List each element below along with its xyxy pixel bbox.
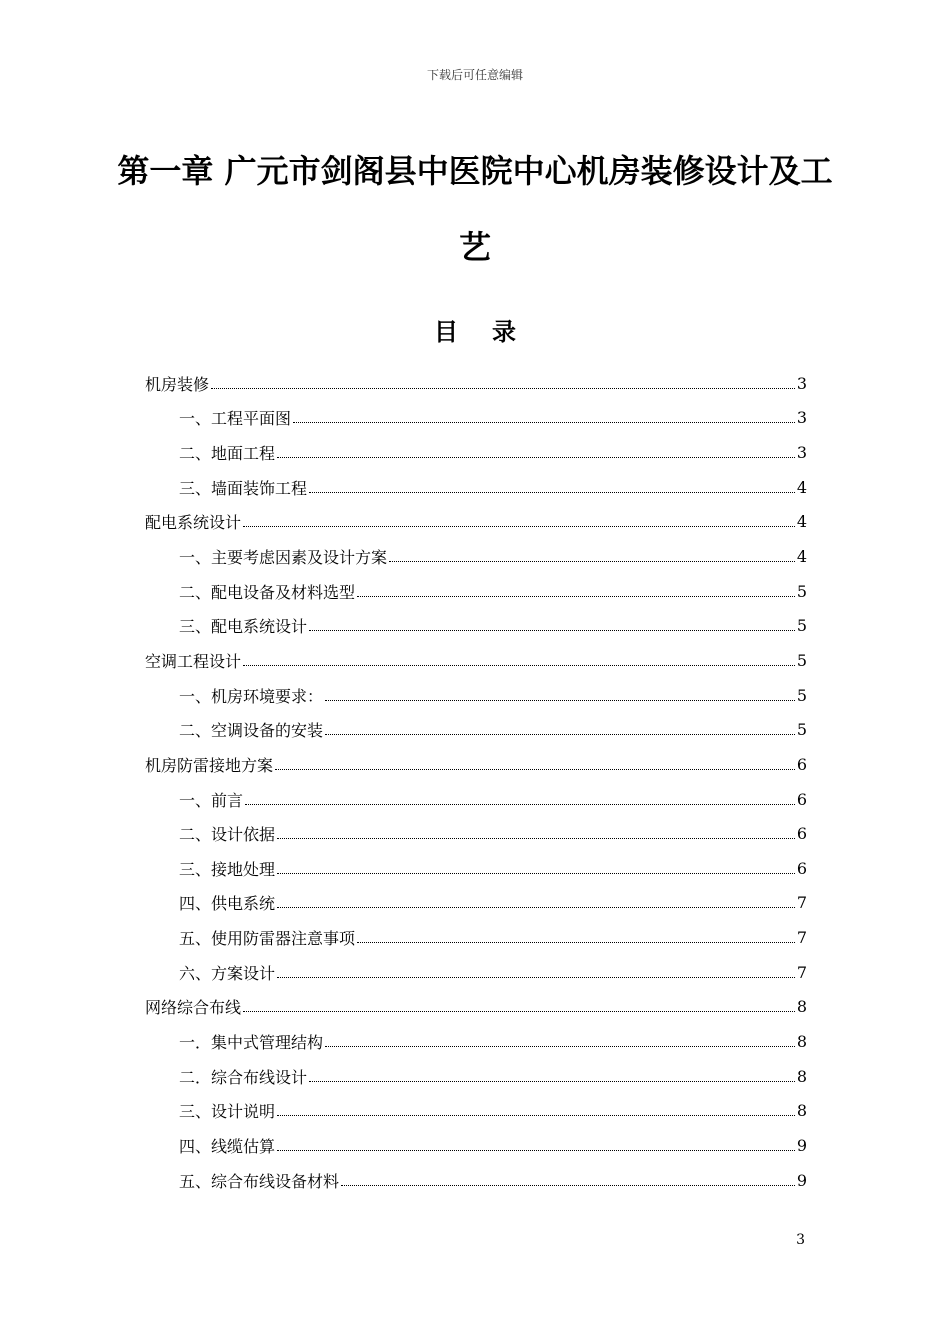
toc-entry[interactable] bbox=[145, 1059, 807, 1094]
toc-dot-leader bbox=[357, 942, 795, 943]
toc-entry-title: 网络综合布线 bbox=[145, 998, 242, 1018]
toc-entry[interactable] bbox=[145, 366, 807, 401]
toc-entry-title: 四、线缆估算 bbox=[179, 1136, 276, 1156]
toc-entry-title: 一、工程平面图 bbox=[179, 409, 292, 429]
page-number: 3 bbox=[796, 1232, 805, 1248]
toc-dot-leader bbox=[243, 665, 795, 666]
toc-entry-page: 8 bbox=[796, 1101, 807, 1121]
toc-entry-title: 四、供电系统 bbox=[179, 894, 276, 914]
toc-entry[interactable] bbox=[145, 470, 807, 505]
toc-entry[interactable] bbox=[145, 401, 807, 436]
toc-dot-leader bbox=[309, 1081, 795, 1082]
toc-entry-title: 机房防雷接地方案 bbox=[145, 755, 274, 775]
toc-dot-leader bbox=[389, 561, 795, 562]
toc-entry-title: 三、接地处理 bbox=[179, 859, 276, 879]
toc-entry[interactable] bbox=[145, 955, 807, 990]
toc-entry-page: 8 bbox=[796, 1066, 807, 1086]
toc-entry[interactable] bbox=[145, 1024, 807, 1059]
toc-entry[interactable] bbox=[145, 1128, 807, 1163]
toc-entry-page: 8 bbox=[796, 1031, 807, 1051]
toc-entry[interactable] bbox=[145, 990, 807, 1025]
toc-entry-title: 二、地面工程 bbox=[179, 444, 276, 464]
toc-entry-page: 6 bbox=[796, 789, 807, 809]
toc-dot-leader bbox=[309, 630, 795, 631]
toc-dot-leader bbox=[325, 1046, 795, 1047]
toc-entry-title: 一、前言 bbox=[179, 790, 244, 810]
toc-entry-title: 二．综合布线设计 bbox=[179, 1067, 308, 1087]
toc-entry-page: 9 bbox=[796, 1170, 807, 1190]
toc-entry[interactable] bbox=[145, 608, 807, 643]
toc-dot-leader bbox=[309, 492, 795, 493]
toc-entry-page: 6 bbox=[796, 754, 807, 774]
toc-entry-title: 一．集中式管理结构 bbox=[179, 1032, 324, 1052]
chapter-title-line-1: 第一章 广元市剑阁县中医院中心机房装修设计及工 bbox=[117, 152, 833, 190]
toc-entry-page: 7 bbox=[796, 928, 807, 948]
page-header-note: 下载后可任意编辑 bbox=[426, 68, 523, 82]
toc-dot-leader bbox=[277, 1150, 795, 1151]
toc-entry[interactable] bbox=[145, 574, 807, 609]
toc-entry[interactable] bbox=[145, 920, 807, 955]
toc-entry-title: 一、机房环境要求： bbox=[179, 686, 324, 706]
toc-entry-title: 一、主要考虑因素及设计方案 bbox=[179, 548, 388, 568]
toc-entry-title: 二、设计依据 bbox=[179, 825, 276, 845]
toc-entry[interactable] bbox=[145, 851, 807, 886]
table-of-contents bbox=[145, 366, 807, 1197]
toc-dot-leader bbox=[325, 700, 795, 701]
toc-entry-page: 5 bbox=[796, 581, 807, 601]
toc-entry-page: 9 bbox=[796, 1135, 807, 1155]
toc-dot-leader bbox=[357, 596, 795, 597]
toc-entry-page: 6 bbox=[796, 824, 807, 844]
toc-entry-page: 3 bbox=[796, 443, 807, 463]
toc-entry-title: 五、综合布线设备材料 bbox=[179, 1171, 340, 1191]
toc-dot-leader bbox=[277, 977, 795, 978]
toc-dot-leader bbox=[293, 422, 795, 423]
toc-dot-leader bbox=[277, 838, 795, 839]
toc-dot-leader bbox=[277, 457, 795, 458]
toc-entry-page: 4 bbox=[796, 512, 807, 532]
toc-dot-leader bbox=[275, 769, 795, 770]
toc-entry[interactable] bbox=[145, 1163, 807, 1198]
toc-entry-title: 六、方案设计 bbox=[179, 963, 276, 983]
toc-entry-page: 8 bbox=[796, 997, 807, 1017]
toc-dot-leader bbox=[341, 1185, 795, 1186]
toc-entry-page: 4 bbox=[796, 477, 807, 497]
toc-dot-leader bbox=[277, 873, 795, 874]
toc-entry-page: 4 bbox=[796, 547, 807, 567]
toc-entry[interactable] bbox=[145, 712, 807, 747]
toc-entry[interactable] bbox=[145, 505, 807, 540]
toc-dot-leader bbox=[277, 907, 795, 908]
toc-entry-page: 6 bbox=[796, 858, 807, 878]
toc-entry-page: 7 bbox=[796, 893, 807, 913]
toc-entry-title: 二、空调设备的安装 bbox=[179, 721, 324, 741]
toc-entry-page: 3 bbox=[796, 373, 807, 393]
toc-entry[interactable] bbox=[145, 678, 807, 713]
toc-entry-title: 三、配电系统设计 bbox=[179, 617, 308, 637]
toc-entry[interactable] bbox=[145, 747, 807, 782]
toc-entry-title: 机房装修 bbox=[145, 374, 210, 394]
toc-dot-leader bbox=[325, 734, 795, 735]
toc-entry-title: 二、配电设备及材料选型 bbox=[179, 582, 356, 602]
toc-entry-title: 三、墙面装饰工程 bbox=[179, 478, 308, 498]
toc-entry[interactable] bbox=[145, 782, 807, 817]
toc-entry-title: 配电系统设计 bbox=[145, 513, 242, 533]
toc-entry-page: 5 bbox=[796, 720, 807, 740]
toc-entry-page: 7 bbox=[796, 962, 807, 982]
toc-entry-page: 5 bbox=[796, 685, 807, 705]
toc-entry-page: 5 bbox=[796, 650, 807, 670]
toc-entry-page: 3 bbox=[796, 408, 807, 428]
toc-entry-title: 五、使用防雷器注意事项 bbox=[179, 929, 356, 949]
toc-entry-title: 三、设计说明 bbox=[179, 1102, 276, 1122]
toc-dot-leader bbox=[211, 388, 795, 389]
toc-entry[interactable] bbox=[145, 1093, 807, 1128]
toc-heading: 目录 bbox=[434, 318, 550, 346]
toc-entry-title: 空调工程设计 bbox=[145, 651, 242, 671]
toc-entry-page: 5 bbox=[796, 616, 807, 636]
toc-dot-leader bbox=[277, 1115, 795, 1116]
toc-dot-leader bbox=[243, 1011, 795, 1012]
toc-entry[interactable] bbox=[145, 539, 807, 574]
toc-dot-leader bbox=[245, 804, 795, 805]
toc-entry[interactable] bbox=[145, 886, 807, 921]
toc-dot-leader bbox=[243, 526, 795, 527]
toc-entry[interactable] bbox=[145, 643, 807, 678]
toc-entry[interactable] bbox=[145, 816, 807, 851]
chapter-title-line-2: 艺 bbox=[458, 228, 491, 266]
toc-entry[interactable] bbox=[145, 435, 807, 470]
